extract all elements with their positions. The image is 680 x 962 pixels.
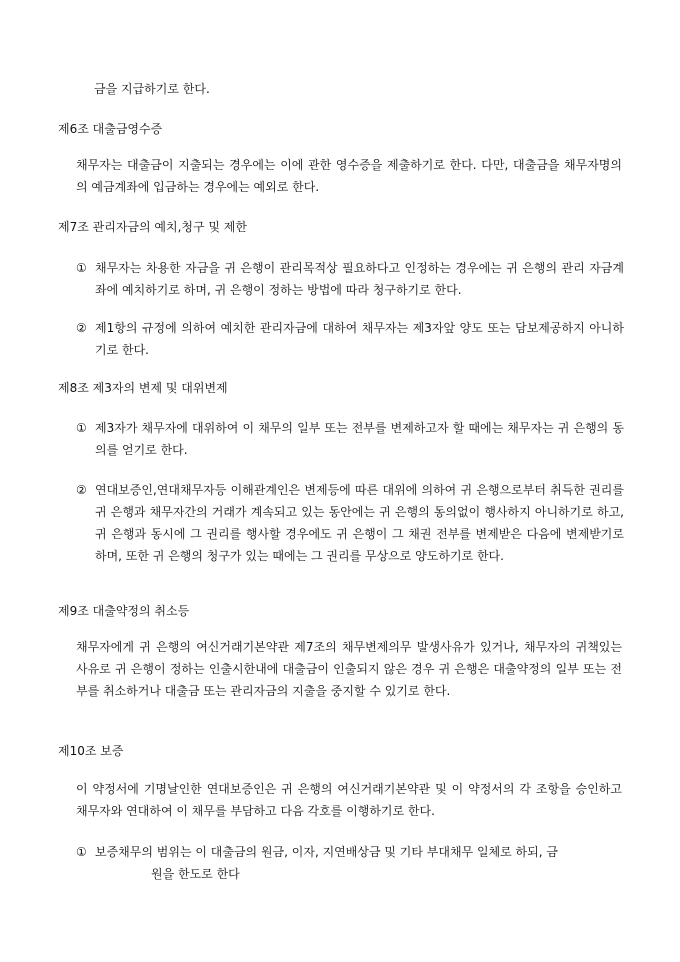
article-9-title: 제9조 대출약정의 취소등 — [58, 604, 190, 618]
item-text: 보증채무의 범위는 이 대출금의 원금, 이자, 지연배상금 및 기타 부대채무 일체로 하되, 금 — [95, 845, 558, 859]
article-6-title: 제6조 대출금영수증 — [58, 122, 163, 136]
item-text-continued: 원을 한도로 한다 — [151, 867, 240, 881]
item-marker: ② — [76, 321, 87, 335]
article-8-item-1 — [76, 417, 624, 461]
item-text: 제1항의 규정에 의하여 예치한 관리자금에 대하여 채무자는 제3자앞 양도 또는 담보제공하지 아니하기로 한다. — [95, 321, 624, 357]
article-8-title: 제8조 제3자의 변제 및 대위변제 — [58, 381, 228, 395]
article-10-body: 이 약정서에 기명날인한 연대보증인은 귀 은행의 여신거래기본약관 및 이 약정서의 각 조항을 승인하고 채무자와 연대하여 이 채무를 부담하고 다음 각호를 이행하기로 한다. — [76, 782, 622, 818]
continuation-text: 금을 지급하기로 한다. — [94, 82, 210, 96]
article-7-item-1 — [76, 257, 624, 301]
article-7-title: 제7조 관리자금의 예치,청구 및 제한 — [58, 220, 247, 234]
item-text: 제3자가 채무자에 대위하여 이 채무의 일부 또는 전부를 변제하고자 할 때에는 채무자는 귀 은행의 동의를 얻기로 한다. — [95, 421, 624, 457]
item-marker: ① — [76, 845, 87, 859]
item-marker: ① — [76, 421, 87, 435]
item-marker: ② — [76, 483, 87, 497]
article-10-title: 제10조 보증 — [58, 744, 124, 758]
article-7-item-2 — [76, 317, 624, 361]
article-6-body: 채무자는 대출금이 지출되는 경우에는 이에 관한 영수증을 제출하기로 한다. 다만, 대출금을 채무자명의의 예금계좌에 입금하는 경우에는 예외로 한다. — [76, 158, 622, 194]
item-text: 연대보증인,연대채무자등 이해관계인은 변제등에 따른 대위에 의하여 귀 은행으로부터 취득한 권리를 귀 은행과 채무자간의 거래가 계속되고 있는 동안에는 귀 은행의 동의없이 행사하지 아니하기로 하고, 귀 은행과 동시에 그 권리를 행사할 경우에도 귀 은행이 그 채권 전부를 변제받은 다음에 변제받기로 하며, 또한 귀 은행의 청구가 있는 때에는 그 권리를 무상으로 양도하기로 한다. — [95, 483, 624, 563]
item-marker: ① — [76, 261, 87, 275]
article-10-item-1 — [76, 841, 624, 885]
item-text: 채무자는 차용한 자금을 귀 은행이 관리목적상 필요하다고 인정하는 경우에는 귀 은행의 관리 자금계좌에 예치하기로 하며, 귀 은행이 정하는 방법에 따라 청구하기로 한다. — [95, 261, 624, 297]
article-9-body: 채무자에게 귀 은행의 여신거래기본약관 제7조의 채무변제의무 발생사유가 있거나, 채무자의 귀책있는 사유로 귀 은행이 정하는 인출시한내에 대출금이 인출되지 않은 경우 귀 은행은 대출약정의 일부 또는 전부를 취소하거나 대출금 또는 관리자금의 지출을 중지할 수 있기로 한다. — [76, 640, 622, 698]
article-8-item-2 — [76, 479, 624, 567]
